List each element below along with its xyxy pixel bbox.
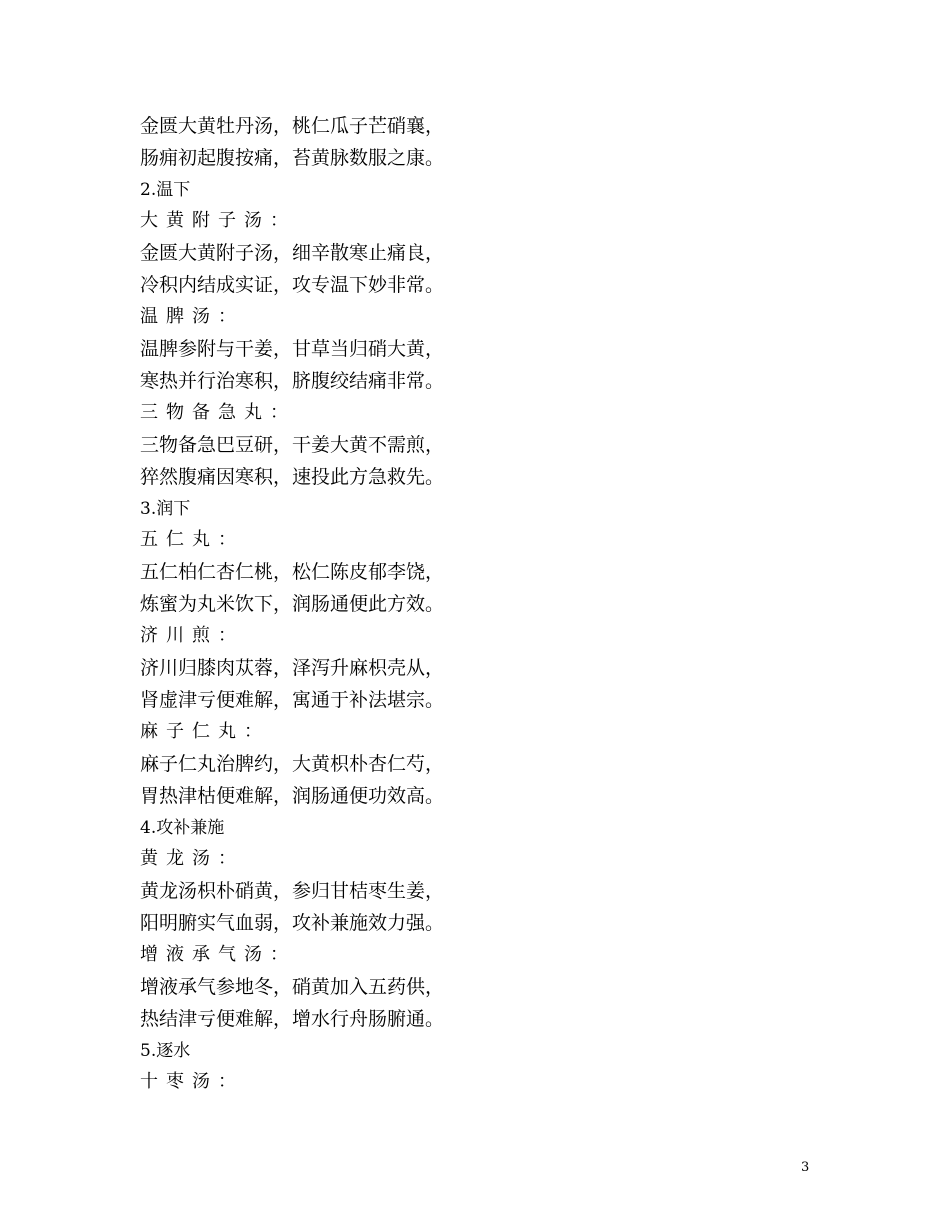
section-heading bbox=[140, 1037, 840, 1066]
formula-name bbox=[140, 620, 840, 652]
formula-colon: ： bbox=[270, 402, 288, 423]
verse-line: 肠痈初起腹按痛，苔黄脉数服之康。 bbox=[140, 147, 445, 169]
formula-name bbox=[140, 843, 840, 875]
verse-line: 胃热津枯便难解，润肠通便功效高。 bbox=[140, 785, 445, 807]
section-heading bbox=[140, 176, 840, 205]
section-label: 温下 bbox=[156, 180, 191, 200]
formula-name bbox=[140, 716, 840, 748]
formula-name bbox=[140, 524, 840, 556]
verse-line: 麻子仁丸治脾约，大黄枳朴杏仁芍， bbox=[140, 753, 445, 775]
section-heading bbox=[140, 814, 840, 843]
section-label: 逐水 bbox=[156, 1041, 191, 1061]
verse-line: 阳明腑实气血弱，攻补兼施效力强。 bbox=[140, 912, 445, 934]
formula-title: 三物备急丸 bbox=[140, 402, 270, 423]
formula-name bbox=[140, 939, 840, 971]
formula-title: 增液承气汤 bbox=[140, 944, 270, 965]
section-number: 4. bbox=[140, 818, 157, 838]
section-number: 5. bbox=[140, 1041, 157, 1061]
formula-colon: ： bbox=[218, 848, 236, 869]
verse-line: 冷积内结成实证，攻专温下妙非常。 bbox=[140, 274, 445, 296]
verse-line: 寒热并行治寒积，脐腹绞结痛非常。 bbox=[140, 370, 445, 392]
verse-line: 猝然腹痛因寒积，速投此方急救先。 bbox=[140, 466, 445, 488]
formula-title: 济川煎 bbox=[140, 625, 218, 646]
formula-name bbox=[140, 1066, 840, 1098]
formula-colon: ： bbox=[218, 529, 236, 550]
page-number: 3 bbox=[801, 1160, 810, 1175]
formula-colon: ： bbox=[270, 210, 288, 231]
verse-line: 热结津亏便难解，增水行舟肠腑通。 bbox=[140, 1008, 445, 1030]
formula-colon: ： bbox=[218, 625, 236, 646]
formula-colon: ： bbox=[218, 1071, 236, 1092]
verse-line: 五仁柏仁杏仁桃，松仁陈皮郁李饶， bbox=[140, 561, 445, 583]
verse-line: 肾虚津亏便难解，寓通于补法堪宗。 bbox=[140, 689, 445, 711]
verse-line: 金匮大黄牡丹汤，桃仁瓜子芒硝襄， bbox=[140, 115, 445, 137]
formula-title: 十枣汤 bbox=[140, 1071, 218, 1092]
verse-line: 三物备急巴豆研，干姜大黄不需煎， bbox=[140, 434, 445, 456]
formula-colon: ： bbox=[218, 306, 236, 327]
verse-line: 温脾参附与干姜，甘草当归硝大黄， bbox=[140, 338, 445, 360]
formula-name bbox=[140, 301, 840, 333]
formula-colon: ： bbox=[244, 721, 262, 742]
formula-title: 麻子仁丸 bbox=[140, 721, 244, 742]
verse-line: 炼蜜为丸米饮下，润肠通便此方效。 bbox=[140, 593, 445, 615]
formula-name bbox=[140, 397, 840, 429]
section-heading bbox=[140, 495, 840, 524]
verse-line: 济川归膝肉苁蓉，泽泻升麻枳壳从， bbox=[140, 657, 445, 679]
section-number: 3. bbox=[140, 499, 157, 519]
verse-line: 增液承气参地冬，硝黄加入五药供， bbox=[140, 976, 445, 998]
formula-title: 温脾汤 bbox=[140, 306, 218, 327]
section-label: 润下 bbox=[156, 499, 191, 519]
formula-title: 黄龙汤 bbox=[140, 848, 218, 869]
verse-line: 金匮大黄附子汤，细辛散寒止痛良， bbox=[140, 242, 445, 264]
page-content bbox=[140, 110, 840, 1098]
verse-line: 黄龙汤枳朴硝黄，参归甘桔枣生姜， bbox=[140, 880, 445, 902]
section-number: 2. bbox=[140, 180, 157, 200]
formula-title: 大黄附子汤 bbox=[140, 210, 270, 231]
formula-title: 五仁丸 bbox=[140, 529, 218, 550]
section-label: 攻补兼施 bbox=[156, 818, 225, 838]
formula-colon: ： bbox=[270, 944, 288, 965]
formula-name bbox=[140, 205, 840, 237]
